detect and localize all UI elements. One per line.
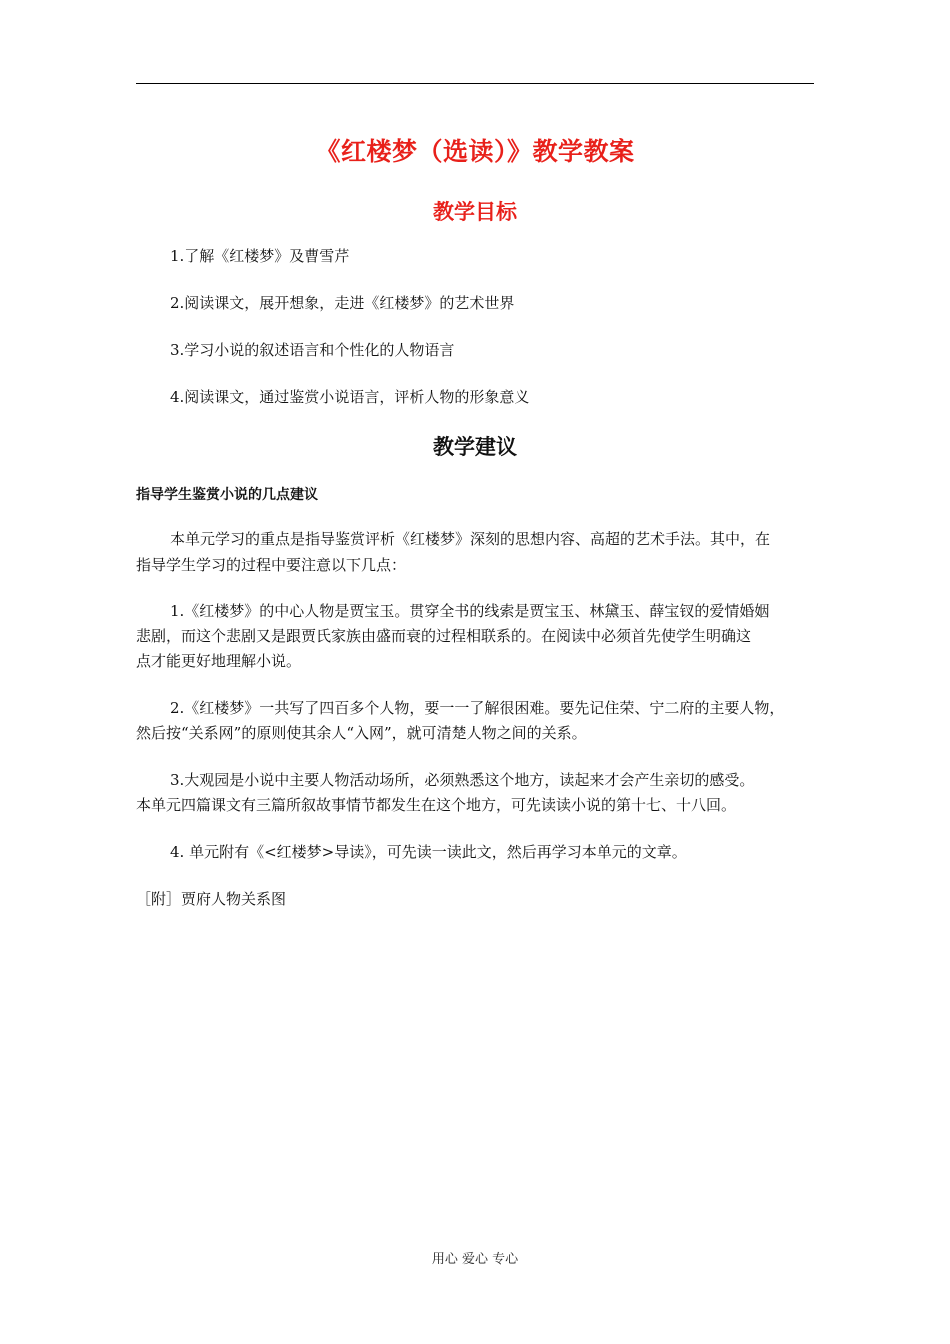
header-rule bbox=[136, 83, 814, 84]
objective-item: 4.阅读课文，通过鉴赏小说语言，评析人物的形象意义 bbox=[170, 388, 530, 406]
intro-line: 本单元学习的重点是指导鉴赏评析《红楼梦》深刻的思想内容、高超的艺术手法。其中，在 bbox=[170, 530, 771, 548]
document-title: 《红楼梦（选读）》教学教案 bbox=[315, 137, 635, 166]
point-line: 本单元四篇课文有三篇所叙故事情节都发生在这个地方，可先读读小说的第十七、十八回。 bbox=[136, 796, 737, 814]
suggestions-heading: 教学建议 bbox=[433, 435, 517, 459]
point-line: 2.《红楼梦》一共写了四百多个人物，要一一了解很困难。要先记住荣、宁二府的主要人物， bbox=[170, 699, 785, 717]
objective-item: 1.了解《红楼梦》及曹雪芹 bbox=[170, 247, 350, 265]
page-footer: 用心 爱心 专心 bbox=[431, 1252, 519, 1267]
suggestions-subheading: 指导学生鉴赏小说的几点建议 bbox=[136, 487, 318, 503]
point-line: 1.《红楼梦》的中心人物是贾宝玉。贯穿全书的线索是贾宝玉、林黛玉、薛宝钗的爱情婚姻 bbox=[170, 602, 770, 620]
objective-item: 3.学习小说的叙述语言和个性化的人物语言 bbox=[170, 341, 455, 359]
point-line: 3.大观园是小说中主要人物活动场所，必须熟悉这个地方，读起来才会产生亲切的感受。 bbox=[170, 771, 755, 789]
objective-item: 2.阅读课文，展开想象，走进《红楼梦》的艺术世界 bbox=[170, 294, 515, 312]
appendix-note: ［附］贾府人物关系图 bbox=[136, 890, 287, 908]
intro-line: 指导学生学习的过程中要注意以下几点： bbox=[136, 556, 407, 574]
point-line: 然后按“关系网”的原则使其余人“入网”，就可清楚人物之间的关系。 bbox=[136, 724, 587, 742]
point-line: 点才能更好地理解小说。 bbox=[136, 652, 302, 670]
point-line: 4. 单元附有《<红楼梦>导读》，可先读一读此文，然后再学习本单元的文章。 bbox=[170, 843, 687, 861]
objectives-heading: 教学目标 bbox=[433, 200, 517, 224]
point-line: 悲剧，而这个悲剧又是跟贾氏家族由盛而衰的过程相联系的。在阅读中必须首先使学生明确这 bbox=[136, 627, 752, 645]
